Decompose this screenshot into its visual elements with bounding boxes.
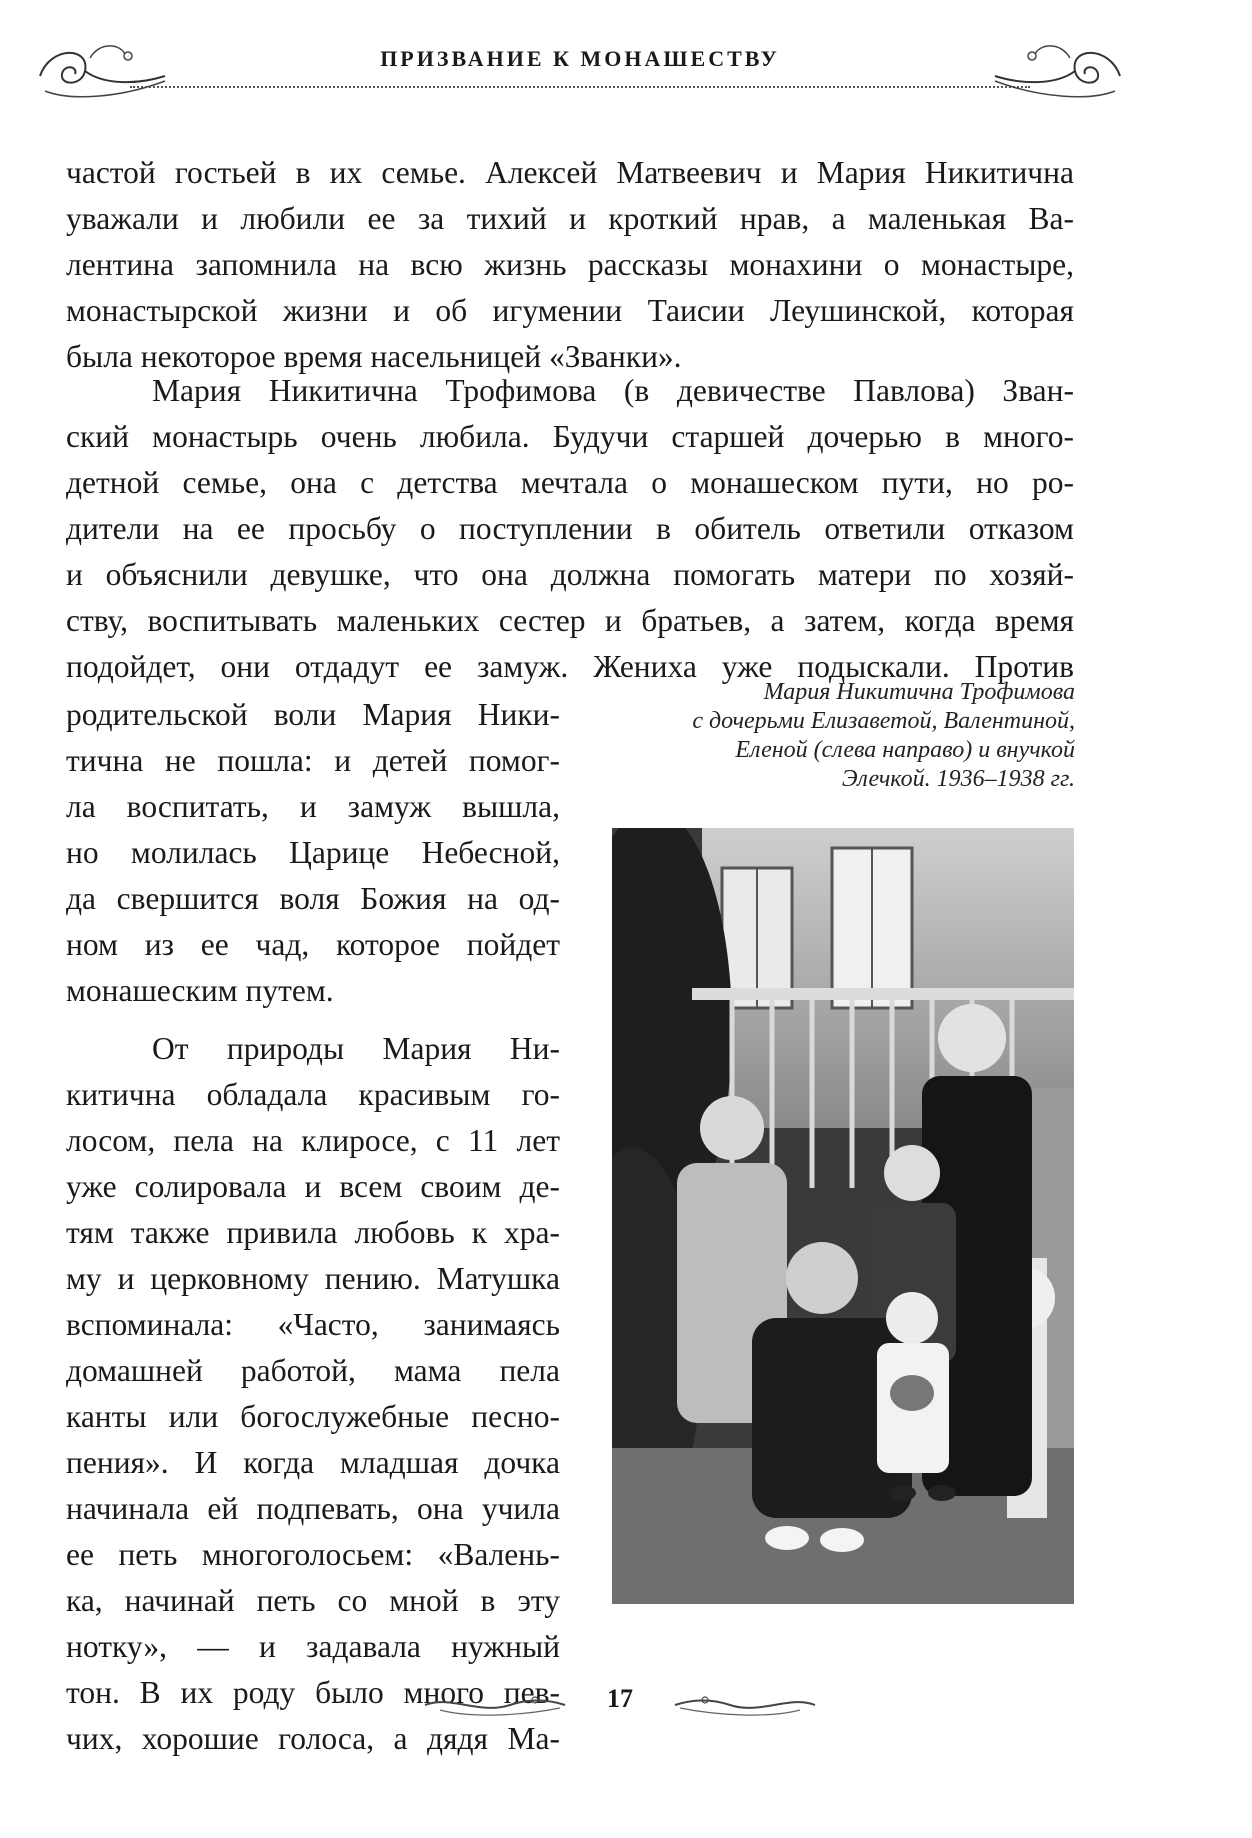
family-photograph: [612, 828, 1074, 1604]
text-line: ству, воспитывать маленьких сестер и братьев, а затем, когда время: [66, 603, 1074, 638]
running-header: [30, 28, 1130, 118]
text-line: канты или богослужебные песно-: [66, 1399, 560, 1434]
text-line: монашеским путем.: [66, 973, 334, 1008]
text-line: тична не пошла: и детей помог-: [66, 743, 560, 778]
right-footer-ornament: [670, 1690, 820, 1720]
text-line: частой гостьей в их семье. Алексей Матвеевич и Мария Никитична: [66, 155, 1074, 190]
text-line: Мария Никитична Трофимова (в девичестве Павлова) Зван-: [152, 373, 1074, 408]
text-line: начинала ей подпевать, она учила: [66, 1491, 560, 1526]
text-line: уже солировала и всем своим де-: [66, 1169, 560, 1204]
photo-illustration: [612, 828, 1074, 1604]
text-line: ла воспитать, и замуж вышла,: [66, 789, 560, 824]
caption-line: Элечкой. 1936–1938 гг.: [841, 766, 1075, 792]
text-line: вспоминала: «Часто, занимаясь: [66, 1307, 560, 1342]
text-line: пения». И когда младшая дочка: [66, 1445, 560, 1480]
text-line: му и церковному пению. Матушка: [66, 1261, 560, 1296]
text-line: ка, начинай петь со мной в эту: [66, 1583, 560, 1618]
text-line: тям также привила любовь к хра-: [66, 1215, 560, 1250]
text-line: ее петь многоголосьем: «Валень-: [66, 1537, 560, 1572]
text-line: лосом, пела на клиросе, с 11 лет: [66, 1123, 560, 1158]
text-line: подойдет, они отдадут ее замуж. Жениха уже подыскали. Против: [66, 649, 1074, 684]
caption-line: с дочерьми Елизаветой, Валентиной,: [692, 708, 1075, 734]
text-line: но молилась Царице Небесной,: [66, 835, 560, 870]
text-line: ский монастырь очень любила. Будучи старшей дочерью в много-: [66, 419, 1074, 454]
text-line: нотку», — и задавала нужный: [66, 1629, 560, 1664]
caption-line: Еленой (слева направо) и внучкой: [735, 737, 1075, 763]
header-title: ПРИЗВАНИЕ К МОНАШЕСТВУ: [380, 46, 780, 71]
text-line: да свершится воля Божия на од-: [66, 881, 560, 916]
caption-line: Мария Никитична Трофимова: [763, 679, 1075, 705]
page-footer: [420, 1680, 820, 1730]
text-line: дители на ее просьбу о поступлении в обитель ответили отказом: [66, 511, 1074, 546]
text-line: и объяснили девушке, что она должна помогать матери по хозяй-: [66, 557, 1074, 592]
right-flourish-ornament: [990, 36, 1130, 106]
text-line: родительской воли Мария Ники-: [66, 697, 560, 732]
text-line: была некоторое время насельницей «Званки».: [66, 339, 682, 374]
header-rule: [130, 86, 1030, 88]
photo-caption: [600, 678, 1075, 794]
text-line: монастырской жизни и об игумении Таисии Леушинской, которая: [66, 293, 1074, 328]
text-line: домашней работой, мама пела: [66, 1353, 560, 1388]
text-line: уважали и любили ее за тихий и кроткий нрав, а маленькая Ва-: [66, 201, 1074, 236]
text-line: От природы Мария Ни-: [152, 1031, 560, 1066]
text-line: тон. В их роду было много пев-: [66, 1675, 560, 1710]
text-line: китична обладала красивым го-: [66, 1077, 560, 1112]
text-line: лентина запомнила на всю жизнь рассказы монахини о монастыре,: [66, 247, 1074, 282]
page-number: 17: [607, 1684, 633, 1713]
text-line: детной семье, она с детства мечтала о монашеском пути, но ро-: [66, 465, 1074, 500]
text-line: ном из ее чад, которое пойдет: [66, 927, 560, 962]
text-line: чих, хорошие голоса, а дядя Ма-: [66, 1721, 560, 1756]
